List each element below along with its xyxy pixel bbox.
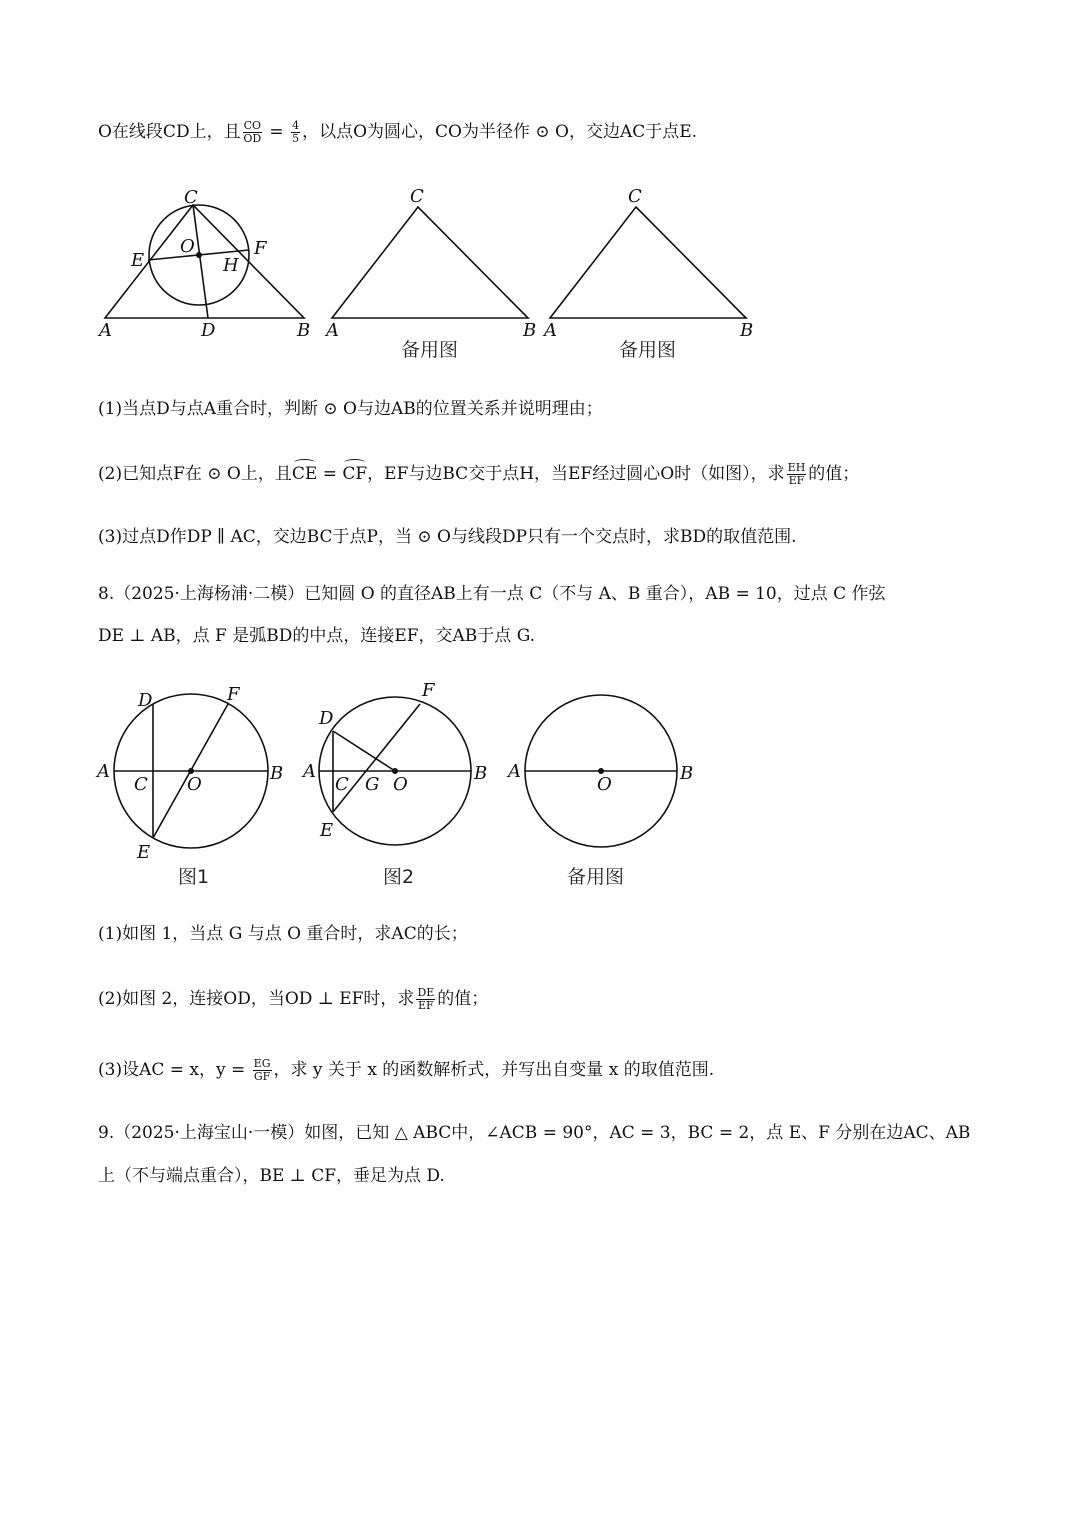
q7-spare1-label-c: C [410, 186, 424, 207]
q8-fig1-label-d: D [138, 690, 153, 711]
q9-stem-line2: 上（不与端点重合），BE ⊥ CF，垂足为点 D. [98, 1166, 445, 1186]
q8-fig2-label-e: E [320, 820, 334, 841]
q8-spare-label-a: A [508, 761, 521, 782]
arc-cf: CF [342, 464, 368, 484]
q7-label-b: B [297, 320, 311, 341]
q8-sub3: (3)设AC = x，y = $\frac{EG}{GF}$ ，求 y 关于 x 的函数解析式，并写出自变量 x 的取值范围. [98, 1057, 715, 1083]
fraction-co-od: $\frac{CO}{OD}$ [243, 119, 262, 145]
q8-fig2-label-d: D [319, 708, 334, 729]
q7-label-f: F [254, 238, 267, 259]
q8-spare-label-b: B [680, 763, 694, 784]
q8-spare-label-o: O [597, 774, 612, 795]
q8-fig1-label-c: C [134, 774, 148, 795]
q7-spare2-label-c: C [628, 186, 642, 207]
q7-spare2-label-b: B [740, 320, 754, 341]
q8-fig2-label-o: O [393, 774, 408, 795]
fraction-four-fifths: $\frac{4}{5}$ [292, 119, 300, 145]
q7-label-h: H [223, 255, 239, 276]
q7-intro: O在线段CD上，且 $\frac{CO}{OD}$ = $\frac{4}{5}$ ，以点O为圆心，CO为半径作 ⊙ O，交边AC于点E. [98, 119, 698, 145]
q7-sub2: (2)已知点F在 ⊙ O上，且CE = CF，EF与边BC交于点H，当EF经过圆心O时（如图），求 $\frac{EH}{EF}$ 的值； [98, 461, 860, 487]
q8-fig1-label-a: A [97, 761, 110, 782]
fraction-eg-gf: $\frac{EG}{GF}$ [253, 1057, 271, 1083]
q7-label-e: E [131, 250, 145, 271]
q8-fig2-label-f: F [422, 680, 435, 701]
q7-sub3: (3)过点D作DP ∥ AC，交边BC于点P，当 ⊙ O与线段DP只有一个交点时，求BD的取值范围. [98, 527, 797, 547]
arc-ce: CE [291, 464, 318, 484]
q8-fig2-segment-od [333, 731, 395, 771]
q8-spare-caption: 备用图 [567, 866, 625, 888]
q7-label-o: O [180, 236, 195, 257]
q8-fig2-label-b: B [474, 763, 488, 784]
q8-stem-line1: 8.（2025·上海杨浦·二模）已知圆 O 的直径AB上有一点 C（不与 A、B 重合），AB = 10，过点 C 作弦 [98, 584, 886, 604]
q7-spare1-label-a: A [326, 320, 339, 341]
q7-sub1: (1)当点D与点A重合时，判断 ⊙ O与边AB的位置关系并说明理由； [98, 399, 603, 419]
q8-fig1-label-e: E [137, 842, 151, 863]
q8-fig1-label-o: O [187, 774, 202, 795]
fraction-de-ef: $\frac{DE}{EF}$ [417, 986, 435, 1012]
q7-spare2-label-a: A [544, 320, 557, 341]
q7-spare2-caption: 备用图 [619, 339, 677, 361]
q8-fig2-label-g: G [365, 774, 380, 795]
q7-label-d: D [201, 320, 216, 341]
q7-label-c: C [184, 187, 198, 208]
q8-fig2-segment-ef [333, 704, 420, 812]
q7-spare1-caption: 备用图 [401, 339, 459, 361]
q7-label-a: A [99, 320, 112, 341]
q8-fig1-label-b: B [270, 763, 284, 784]
q8-fig2-label-c: C [335, 774, 349, 795]
q8-stem-line2: DE ⊥ AB，点 F 是弧BD的中点，连接EF，交AB于点 G. [98, 626, 536, 646]
q8-sub2: (2)如图 2，连接OD，当OD ⊥ EF时，求 $\frac{DE}{EF}$ 的值； [98, 986, 489, 1012]
q8-fig1-caption: 图1 [178, 866, 210, 888]
fraction-eh-ef: $\frac{EH}{EF}$ [787, 461, 806, 487]
q8-fig2-label-a: A [303, 761, 316, 782]
q8-fig1-label-f: F [227, 684, 240, 705]
q7-spare1-label-b: B [523, 320, 537, 341]
q9-stem-line1: 9.（2025·上海宝山·一模）如图，已知 △ ABC中，∠ACB = 90°，AC = 3，BC = 2，点 E、F 分别在边AC、AB [98, 1123, 971, 1143]
q8-fig2-caption: 图2 [383, 866, 415, 888]
q8-sub1: (1)如图 1，当点 G 与点 O 重合时，求AC的长； [98, 924, 468, 944]
